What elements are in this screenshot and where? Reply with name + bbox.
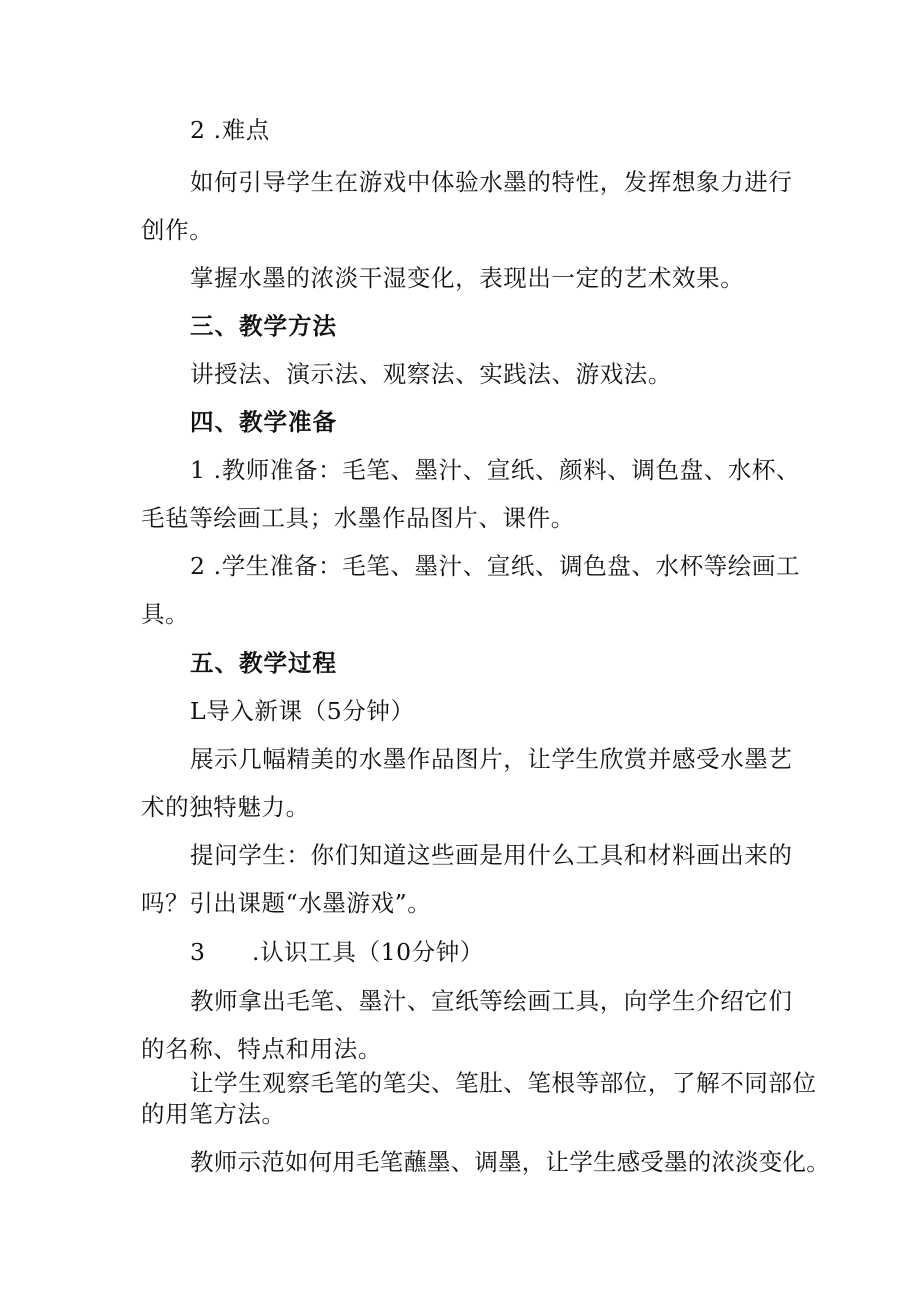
paragraph-line: 讲授法、演示法、观察法、实践法、游戏法。 xyxy=(190,360,672,388)
paragraph-line: 的用笔方法。 xyxy=(141,1100,286,1128)
subsection-heading: L导入新课（5分钟） xyxy=(190,697,415,725)
list-item-line: 2 .学生准备：毛笔、墨汁、宣纸、调色盘、水杯等绘画工 xyxy=(190,552,801,580)
paragraph-line: 提问学生：你们知道这些画是用什么工具和材料画出来的 xyxy=(190,841,793,869)
paragraph-line: 展示几幅精美的水墨作品图片，让学生欣赏并感受水墨艺 xyxy=(190,745,793,773)
subsection-difficulty-heading: 2 .难点 xyxy=(190,116,270,144)
subsection-heading: .认识工具（10分钟） xyxy=(252,938,484,966)
paragraph-line: 吗？引出课题“水墨游戏”。 xyxy=(141,889,432,917)
paragraph-line: 术的独特魅力。 xyxy=(141,793,310,821)
list-item-line: 具。 xyxy=(141,600,190,628)
list-item-line: 1 .教师准备：毛笔、墨汁、宣纸、颜料、调色盘、水杯、 xyxy=(190,456,801,484)
paragraph-line: 教师示范如何用毛笔蘸墨、调墨，让学生感受墨的浓淡变化。 xyxy=(190,1148,830,1176)
paragraph-line: 创作。 xyxy=(141,216,214,244)
section-heading-teaching-methods: 三、教学方法 xyxy=(190,312,337,340)
list-item-line: 毛毡等绘画工具；水墨作品图片、课件。 xyxy=(141,504,575,532)
paragraph-line: 让学生观察毛笔的笔尖、笔肚、笔根等部位，了解不同部位 xyxy=(190,1069,817,1097)
paragraph-line: 的名称、特点和用法。 xyxy=(141,1035,382,1063)
section-heading-teaching-preparation: 四、教学准备 xyxy=(190,408,337,436)
section-heading-teaching-process: 五、教学过程 xyxy=(190,649,337,677)
paragraph-line: 如何引导学生在游戏中体验水墨的特性，发挥想象力进行 xyxy=(190,168,793,196)
paragraph-line: 教师拿出毛笔、墨汁、宣纸等绘画工具，向学生介绍它们 xyxy=(190,987,793,1015)
subsection-number: 3 xyxy=(190,938,206,966)
paragraph-line: 掌握水墨的浓淡干湿变化，表现出一定的艺术效果。 xyxy=(190,264,745,292)
